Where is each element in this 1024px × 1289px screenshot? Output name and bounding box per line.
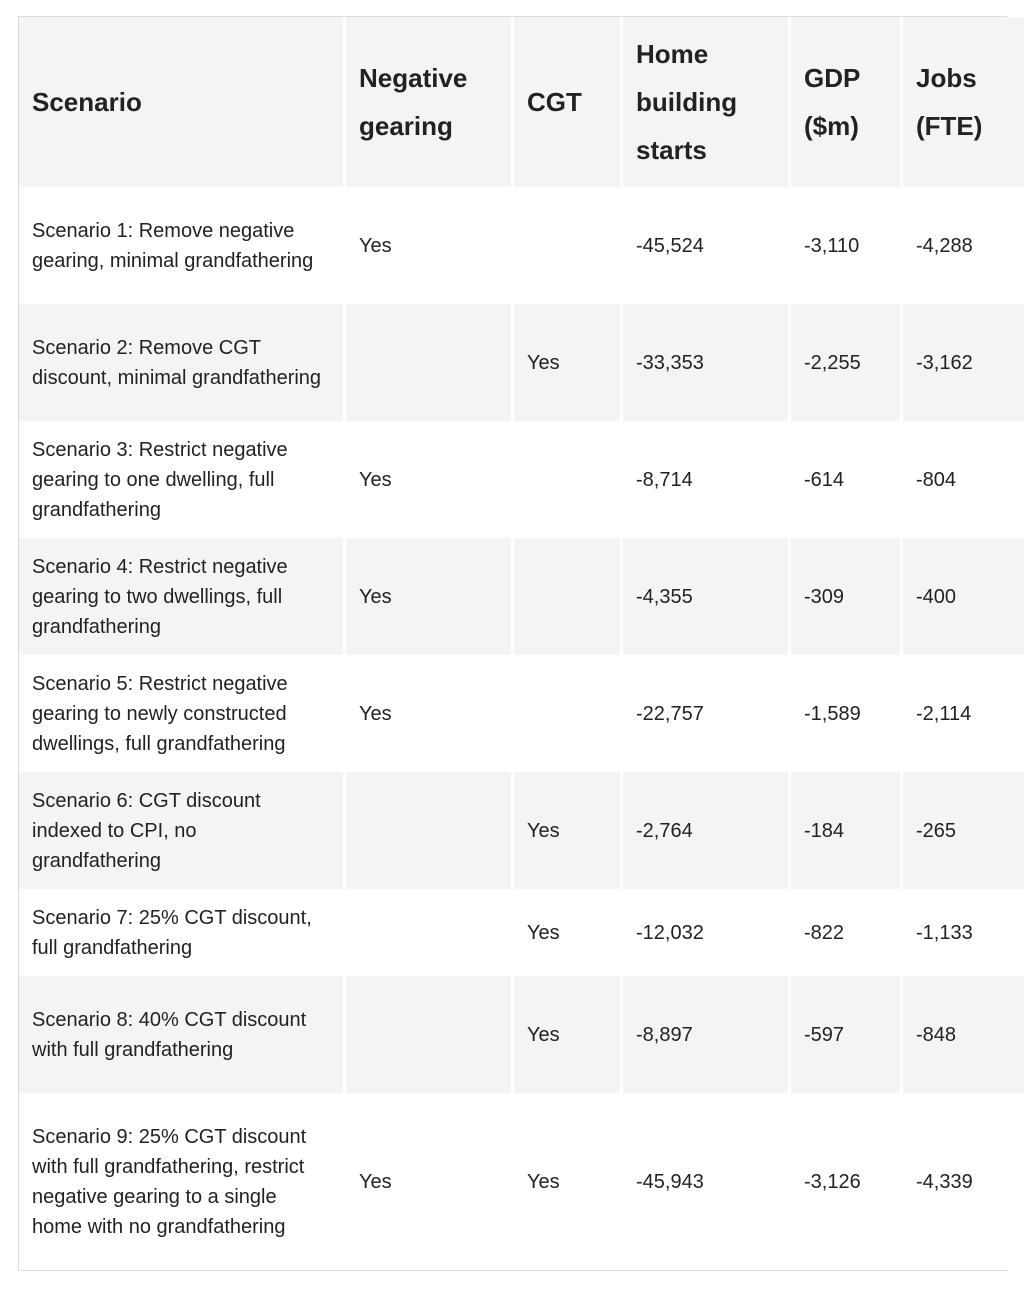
scenario-table-container: [18, 16, 1007, 1271]
cell-scenario: Scenario 5: Restrict negative gearing to newly constructed dwellings, full grandfathering: [19, 655, 343, 772]
cell-jobs: -4,339: [903, 1093, 1024, 1270]
cell-gdp: -3,126: [791, 1093, 900, 1270]
cell-negative-gearing: Yes: [346, 421, 511, 538]
cell-negative-gearing: Yes: [346, 655, 511, 772]
cell-gdp: -597: [791, 976, 900, 1093]
cell-home-building-starts: -4,355: [623, 538, 788, 655]
cell-jobs: -400: [903, 538, 1024, 655]
cell-cgt: Yes: [514, 889, 620, 976]
cell-jobs: -265: [903, 772, 1024, 889]
cell-cgt: Yes: [514, 772, 620, 889]
cell-gdp: -822: [791, 889, 900, 976]
table-row: [19, 187, 1024, 304]
cell-gdp: -2,255: [791, 304, 900, 421]
cell-negative-gearing: [346, 304, 511, 421]
cell-scenario: Scenario 1: Remove negative gearing, minimal grandfathering: [19, 187, 343, 304]
cell-scenario: Scenario 9: 25% CGT discount with full grandfathering, restrict negative gearing to a single home with no grandfathering: [19, 1093, 343, 1270]
cell-home-building-starts: -33,353: [623, 304, 788, 421]
cell-negative-gearing: [346, 772, 511, 889]
cell-home-building-starts: -45,524: [623, 187, 788, 304]
table-row: [19, 1093, 1024, 1270]
table-row: [19, 976, 1024, 1093]
table-row: [19, 304, 1024, 421]
cell-gdp: -1,589: [791, 655, 900, 772]
header-gdp: GDP ($m): [791, 17, 900, 187]
table-row: [19, 772, 1024, 889]
cell-scenario: Scenario 2: Remove CGT discount, minimal grandfathering: [19, 304, 343, 421]
cell-home-building-starts: -22,757: [623, 655, 788, 772]
cell-gdp: -3,110: [791, 187, 900, 304]
table-row: [19, 655, 1024, 772]
cell-cgt: Yes: [514, 976, 620, 1093]
cell-negative-gearing: [346, 976, 511, 1093]
cell-jobs: -848: [903, 976, 1024, 1093]
header-cgt: CGT: [514, 17, 620, 187]
cell-home-building-starts: -8,714: [623, 421, 788, 538]
cell-negative-gearing: Yes: [346, 187, 511, 304]
cell-cgt: Yes: [514, 304, 620, 421]
cell-negative-gearing: [346, 889, 511, 976]
cell-scenario: Scenario 4: Restrict negative gearing to two dwellings, full grandfathering: [19, 538, 343, 655]
cell-scenario: Scenario 3: Restrict negative gearing to one dwelling, full grandfathering: [19, 421, 343, 538]
header-home-building-starts: Home building starts: [623, 17, 788, 187]
table-row: [19, 421, 1024, 538]
cell-negative-gearing: Yes: [346, 1093, 511, 1270]
cell-cgt: Yes: [514, 1093, 620, 1270]
cell-jobs: -4,288: [903, 187, 1024, 304]
header-jobs: Jobs (FTE): [903, 17, 1024, 187]
cell-jobs: -3,162: [903, 304, 1024, 421]
header-scenario: Scenario: [19, 17, 343, 187]
cell-scenario: Scenario 7: 25% CGT discount, full grandfathering: [19, 889, 343, 976]
cell-cgt: [514, 187, 620, 304]
cell-negative-gearing: Yes: [346, 538, 511, 655]
cell-gdp: -309: [791, 538, 900, 655]
cell-jobs: -2,114: [903, 655, 1024, 772]
cell-home-building-starts: -12,032: [623, 889, 788, 976]
cell-cgt: [514, 655, 620, 772]
cell-scenario: Scenario 8: 40% CGT discount with full grandfathering: [19, 976, 343, 1093]
cell-home-building-starts: -45,943: [623, 1093, 788, 1270]
table-row: [19, 538, 1024, 655]
cell-gdp: -184: [791, 772, 900, 889]
cell-home-building-starts: -8,897: [623, 976, 788, 1093]
cell-jobs: -1,133: [903, 889, 1024, 976]
cell-home-building-starts: -2,764: [623, 772, 788, 889]
table-row: [19, 889, 1024, 976]
scenario-table: [16, 17, 1024, 1270]
cell-cgt: [514, 421, 620, 538]
cell-jobs: -804: [903, 421, 1024, 538]
cell-gdp: -614: [791, 421, 900, 538]
cell-scenario: Scenario 6: CGT discount indexed to CPI, no grandfathering: [19, 772, 343, 889]
header-negative-gearing: Negative gearing: [346, 17, 511, 187]
cell-cgt: [514, 538, 620, 655]
table-header-row: [19, 17, 1024, 187]
